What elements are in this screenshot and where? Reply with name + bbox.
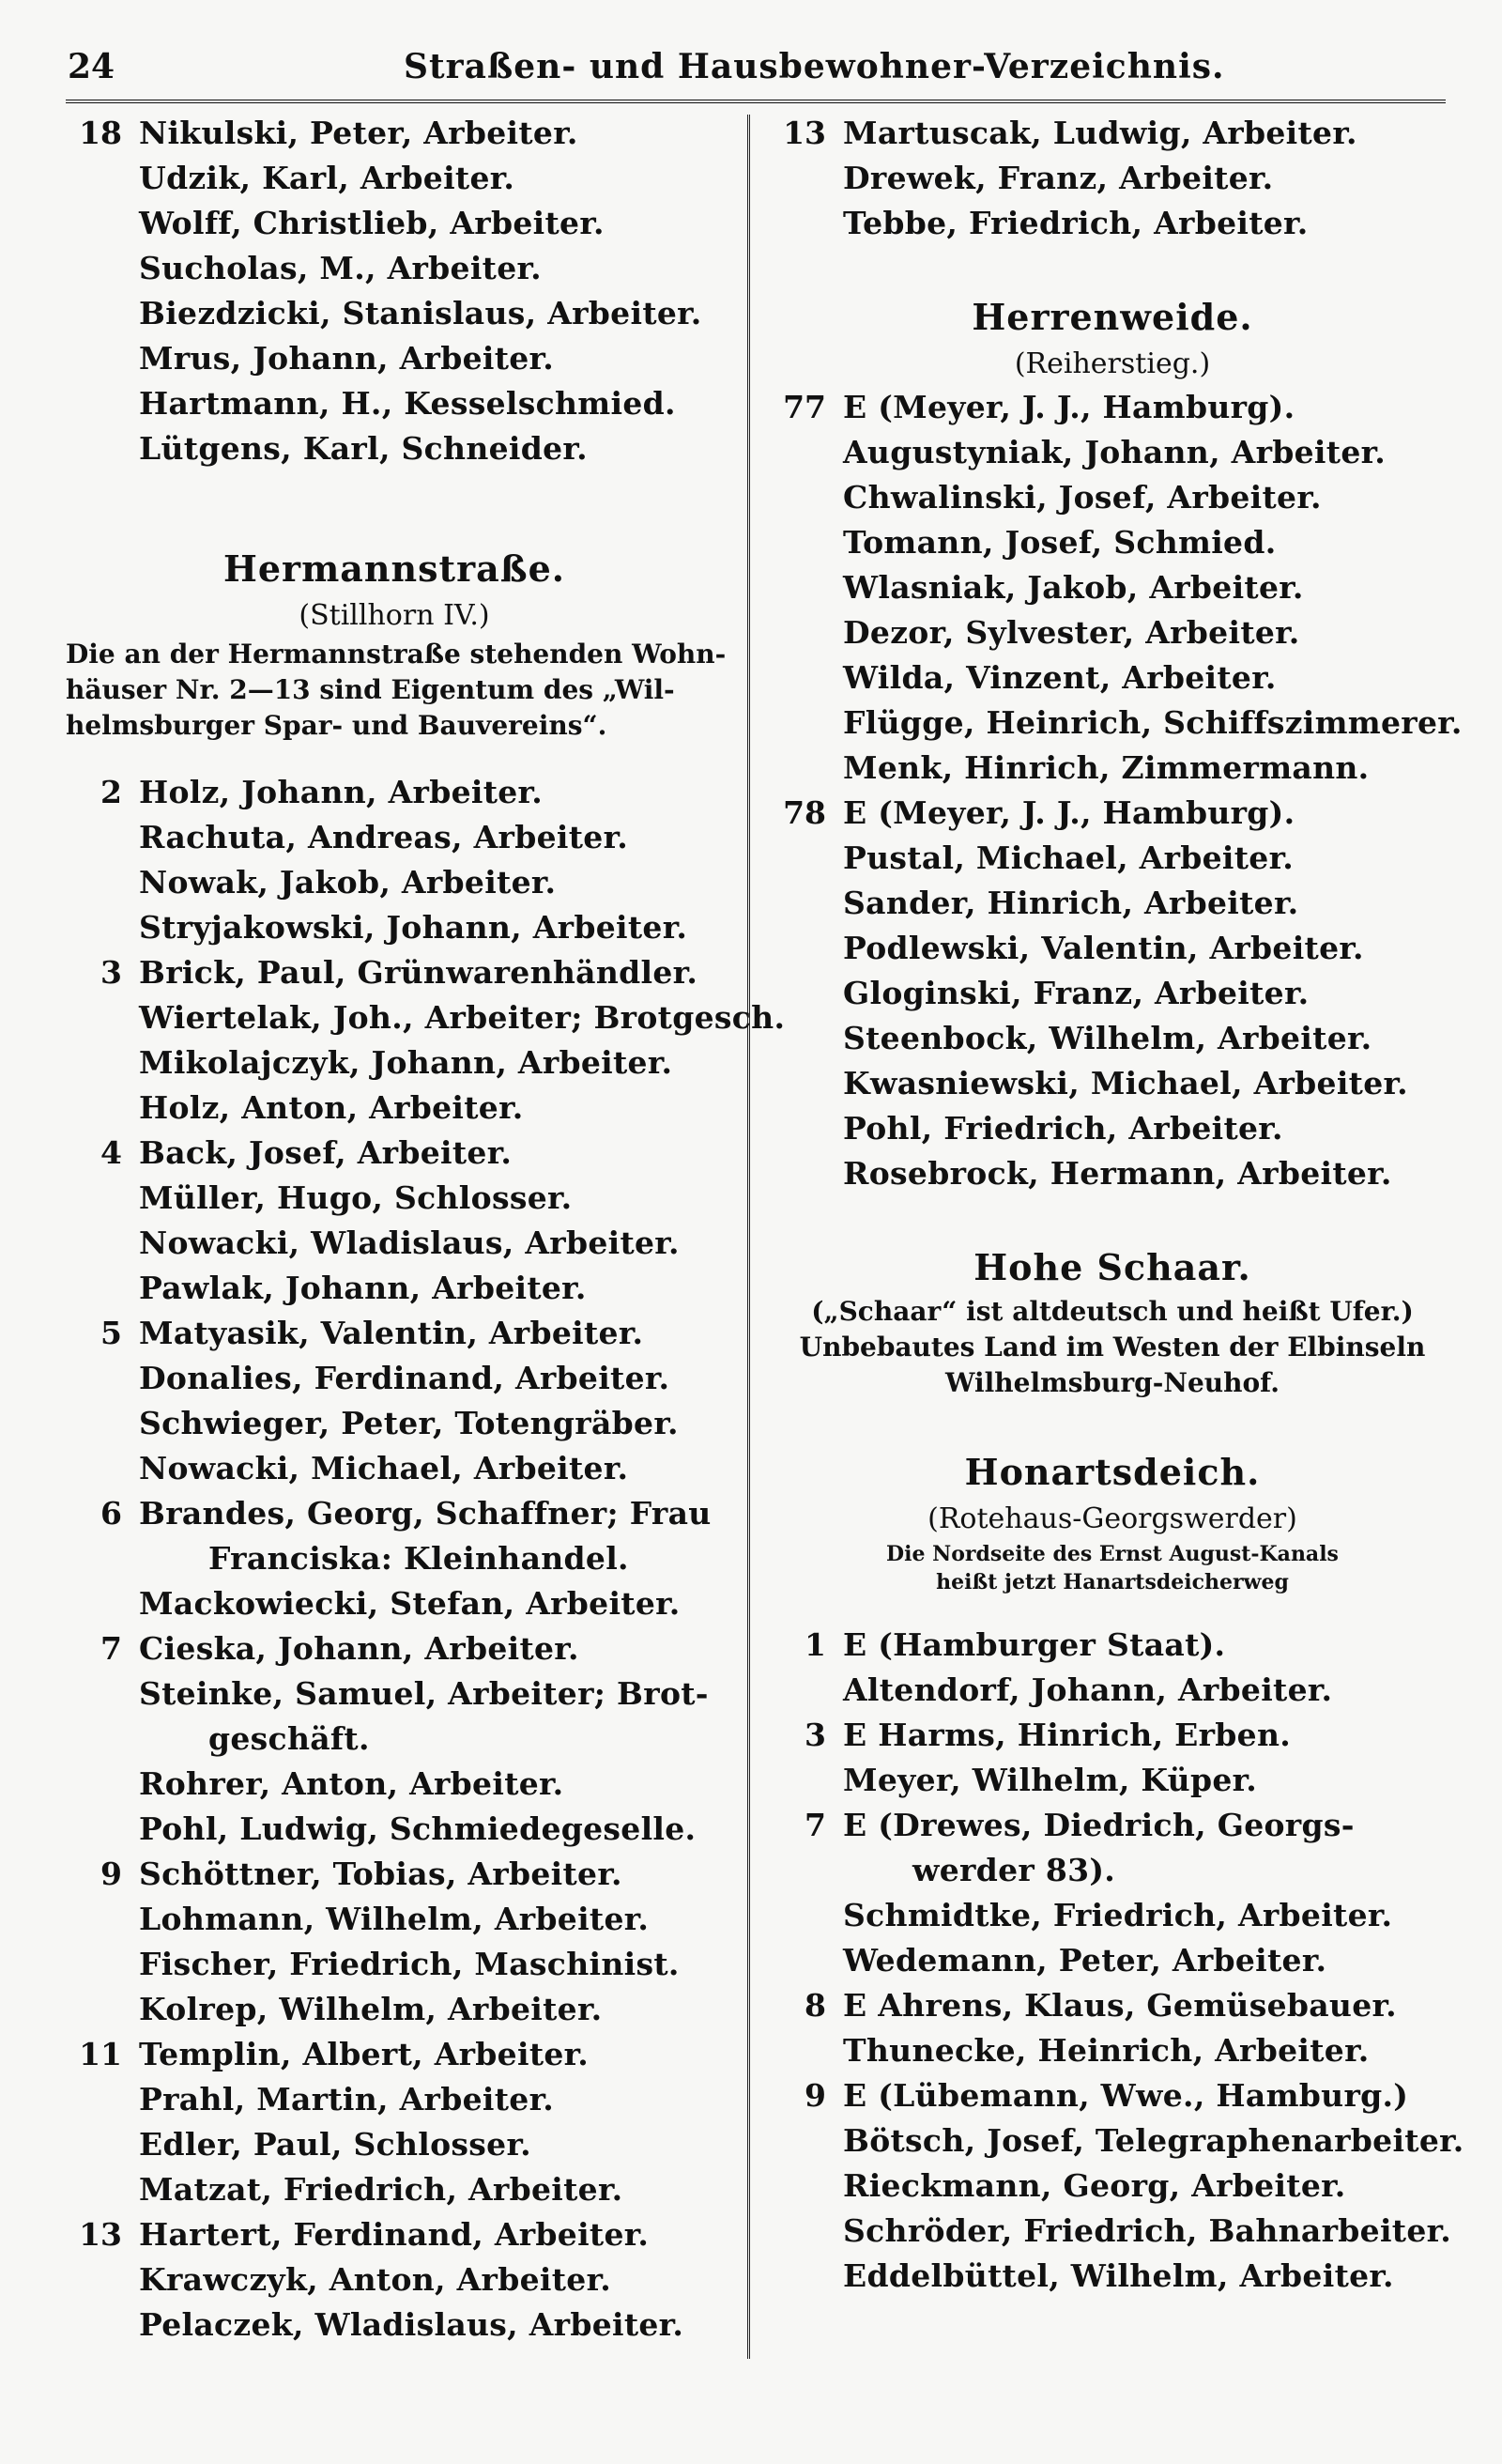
resident-entry: Nowacki, Michael, Arbeiter. bbox=[139, 1450, 629, 1486]
list-item bbox=[770, 430, 1455, 475]
resident-entry: Franciska: Kleinhandel. bbox=[208, 1540, 629, 1577]
section-subtitle: (Reiherstieg.) bbox=[1014, 347, 1211, 380]
resident-entry: Tebbe, Friedrich, Arbeiter. bbox=[843, 205, 1309, 241]
list-item bbox=[66, 1942, 723, 1987]
list-item bbox=[770, 1623, 1455, 1668]
resident-entry: Kwasniewski, Michael, Arbeiter. bbox=[843, 1065, 1408, 1101]
house-number: 5 bbox=[100, 1315, 122, 1351]
list-item bbox=[66, 1401, 723, 1446]
house-number: 77 bbox=[783, 389, 826, 425]
list-item bbox=[66, 1176, 723, 1221]
note-line: Die an der Hermannstraße stehenden Wohn- bbox=[66, 639, 727, 670]
house-number: 7 bbox=[805, 1807, 826, 1843]
list-item bbox=[66, 2122, 723, 2167]
resident-entry: E (Lübemann, Wwe., Hamburg.) bbox=[843, 2077, 1409, 2114]
resident-entry: Wilda, Vinzent, Arbeiter. bbox=[843, 659, 1277, 696]
resident-entry: Martuscak, Ludwig, Arbeiter. bbox=[843, 115, 1357, 151]
resident-entry: Krawczyk, Anton, Arbeiter. bbox=[139, 2261, 612, 2298]
entry-list bbox=[66, 770, 786, 2348]
list-item bbox=[770, 520, 1455, 565]
resident-entry: E (Hamburger Staat). bbox=[843, 1626, 1226, 1663]
list-item bbox=[66, 815, 723, 860]
resident-entry: Gloginski, Franz, Arbeiter. bbox=[843, 975, 1310, 1011]
resident-entry: Chwalinski, Josef, Arbeiter. bbox=[843, 479, 1322, 516]
resident-entry: Nowak, Jakob, Arbeiter. bbox=[139, 864, 557, 901]
resident-entry: Augustyniak, Johann, Arbeiter. bbox=[843, 434, 1387, 470]
resident-entry: Templin, Albert, Arbeiter. bbox=[139, 2036, 590, 2072]
list-item bbox=[66, 1086, 723, 1131]
page-number: 24 bbox=[68, 47, 115, 86]
left-column bbox=[66, 111, 786, 2348]
house-number: 3 bbox=[805, 1717, 826, 1753]
list-item bbox=[66, 1266, 723, 1311]
resident-entry: Hartmann, H., Kesselschmied. bbox=[139, 385, 676, 422]
list-item bbox=[770, 1151, 1455, 1196]
house-number: 8 bbox=[805, 1987, 826, 2024]
resident-entry: E (Meyer, J. J., Hamburg). bbox=[843, 794, 1295, 831]
house-number: 18 bbox=[79, 115, 122, 151]
resident-entry: Pohl, Ludwig, Schmiedegeselle. bbox=[139, 1810, 697, 1847]
resident-entry: Matyasik, Valentin, Arbeiter. bbox=[139, 1315, 644, 1351]
resident-entry: Cieska, Johann, Arbeiter. bbox=[139, 1630, 579, 1667]
list-item bbox=[770, 1668, 1455, 1713]
resident-entry: Schröder, Friedrich, Bahnarbeiter. bbox=[843, 2212, 1452, 2249]
resident-entry: Schöttner, Tobias, Arbeiter. bbox=[139, 1856, 622, 1892]
resident-entry: Brick, Paul, Grünwarenhändler. bbox=[139, 954, 698, 991]
note-line: Die Nordseite des Ernst August-Kanals bbox=[886, 1542, 1339, 1566]
list-item bbox=[770, 1938, 1455, 1983]
resident-entry: Nikulski, Peter, Arbeiter. bbox=[139, 115, 578, 151]
resident-entry: Thunecke, Heinrich, Arbeiter. bbox=[843, 2032, 1370, 2069]
resident-entry: Pohl, Friedrich, Arbeiter. bbox=[843, 1110, 1283, 1147]
list-item bbox=[770, 836, 1455, 881]
list-item bbox=[770, 2118, 1464, 2164]
list-item bbox=[66, 1807, 723, 1852]
note-line: Wilhelmsburg-Neuhof. bbox=[945, 1367, 1280, 1398]
resident-entry: Brandes, Georg, Schaffner; Frau bbox=[139, 1495, 712, 1532]
resident-entry: Donalies, Ferdinand, Arbeiter. bbox=[139, 1360, 670, 1396]
resident-entry: Matzat, Friedrich, Arbeiter. bbox=[139, 2171, 623, 2208]
list-item bbox=[66, 1536, 723, 1581]
list-item bbox=[66, 2302, 723, 2348]
list-item bbox=[66, 426, 723, 471]
list-item bbox=[770, 2164, 1455, 2209]
list-item bbox=[770, 201, 1455, 246]
list-item bbox=[66, 1717, 723, 1762]
list-item bbox=[66, 995, 786, 1040]
list-item bbox=[770, 1983, 1455, 2028]
note-line: („Schaar“ ist altdeutsch und heißt Ufer.) bbox=[811, 1296, 1414, 1327]
resident-entry: Eddelbüttel, Wilhelm, Arbeiter. bbox=[843, 2257, 1394, 2294]
list-item bbox=[66, 1671, 723, 1717]
list-item bbox=[66, 2212, 723, 2257]
note-line: helmsburger Spar- und Bauvereins“. bbox=[66, 710, 607, 741]
resident-entry: Meyer, Wilhelm, Küper. bbox=[843, 1762, 1258, 1798]
resident-entry: Holz, Johann, Arbeiter. bbox=[139, 774, 543, 810]
section-title: Honartsdeich. bbox=[964, 1451, 1261, 1493]
resident-entry: Pustal, Michael, Arbeiter. bbox=[843, 839, 1295, 876]
house-number: 13 bbox=[783, 115, 826, 151]
list-item bbox=[66, 336, 723, 381]
resident-entry: Mrus, Johann, Arbeiter. bbox=[139, 340, 555, 377]
entry-list bbox=[770, 1623, 1464, 2299]
resident-entry: Wedemann, Peter, Arbeiter. bbox=[843, 1942, 1327, 1979]
resident-entry: Kolrep, Wilhelm, Arbeiter. bbox=[139, 1991, 603, 2027]
entry-list bbox=[770, 385, 1463, 1196]
list-item bbox=[66, 2032, 723, 2077]
page-header bbox=[66, 41, 1446, 103]
list-item bbox=[66, 1446, 723, 1491]
section-subtitle: (Stillhorn IV.) bbox=[299, 599, 490, 632]
list-item bbox=[770, 156, 1455, 201]
house-number: 9 bbox=[100, 1856, 122, 1892]
list-item bbox=[66, 246, 723, 291]
resident-entry: Mackowiecki, Stefan, Arbeiter. bbox=[139, 1585, 681, 1622]
resident-entry: Back, Josef, Arbeiter. bbox=[139, 1134, 513, 1171]
list-item bbox=[66, 1852, 723, 1897]
list-item bbox=[770, 1061, 1455, 1106]
list-item bbox=[770, 926, 1455, 971]
list-item bbox=[770, 2254, 1455, 2299]
resident-entry: E Ahrens, Klaus, Gemüsebauer. bbox=[843, 1987, 1397, 2024]
resident-entry: Wlasniak, Jakob, Arbeiter. bbox=[843, 569, 1304, 606]
section-title: Hohe Schaar. bbox=[973, 1246, 1251, 1288]
list-item bbox=[66, 1131, 723, 1176]
resident-entry: Udzik, Karl, Arbeiter. bbox=[139, 160, 515, 196]
resident-entry: Lohmann, Wilhelm, Arbeiter. bbox=[139, 1901, 650, 1937]
resident-entry: Drewek, Franz, Arbeiter. bbox=[843, 160, 1274, 196]
list-item bbox=[770, 746, 1455, 791]
resident-entry: Flügge, Heinrich, Schiffszimmerer. bbox=[843, 704, 1463, 741]
section-subtitle: (Rotehaus-Georgswerder) bbox=[927, 1502, 1297, 1535]
list-item bbox=[770, 655, 1455, 701]
resident-entry: Lütgens, Karl, Schneider. bbox=[139, 430, 588, 467]
list-item bbox=[66, 1356, 723, 1401]
list-item bbox=[770, 610, 1455, 655]
house-number: 9 bbox=[805, 2077, 826, 2114]
resident-entry: werder 83). bbox=[912, 1852, 1116, 1888]
list-item bbox=[66, 156, 723, 201]
list-item bbox=[770, 1803, 1455, 1848]
house-number: 2 bbox=[100, 774, 122, 810]
list-item bbox=[770, 475, 1455, 520]
resident-entry: Menk, Hinrich, Zimmermann. bbox=[843, 749, 1370, 786]
resident-entry: Pelaczek, Wladislaus, Arbeiter. bbox=[139, 2306, 684, 2343]
list-item bbox=[66, 1897, 723, 1942]
resident-entry: Rosebrock, Hermann, Arbeiter. bbox=[843, 1155, 1392, 1192]
list-item bbox=[66, 1040, 723, 1086]
house-number: 78 bbox=[783, 794, 826, 831]
list-item bbox=[66, 1987, 723, 2032]
resident-entry: Nowacki, Wladislaus, Arbeiter. bbox=[139, 1224, 680, 1261]
list-item bbox=[770, 881, 1455, 926]
list-item bbox=[770, 111, 1455, 156]
list-item bbox=[66, 905, 723, 950]
list-item bbox=[770, 1758, 1455, 1803]
list-item bbox=[770, 971, 1455, 1016]
note-line: heißt jetzt Hanartsdeicherweg bbox=[936, 1570, 1289, 1594]
resident-entry: Tomann, Josef, Schmied. bbox=[843, 524, 1277, 561]
resident-entry: Müller, Hugo, Schlosser. bbox=[139, 1179, 573, 1216]
list-item bbox=[66, 111, 723, 156]
list-item bbox=[770, 565, 1455, 610]
resident-entry: Sucholas, M., Arbeiter. bbox=[139, 250, 542, 286]
list-item bbox=[66, 2167, 723, 2212]
resident-entry: Fischer, Friedrich, Maschinist. bbox=[139, 1946, 680, 1982]
resident-entry: Bötsch, Josef, Telegraphenarbeiter. bbox=[843, 2122, 1464, 2159]
section-title: Herrenweide. bbox=[972, 296, 1253, 338]
list-item bbox=[770, 1848, 1455, 1893]
list-item bbox=[66, 1762, 723, 1807]
resident-entry: Sander, Hinrich, Arbeiter. bbox=[843, 885, 1299, 921]
list-item bbox=[66, 201, 723, 246]
resident-entry: Schwieger, Peter, Totengräber. bbox=[139, 1405, 679, 1441]
resident-entry: Wiertelak, Joh., Arbeiter; Brotgesch. bbox=[139, 999, 786, 1036]
list-item bbox=[66, 770, 723, 815]
list-item bbox=[770, 2073, 1455, 2118]
resident-entry: E (Drewes, Diedrich, Georgs- bbox=[843, 1807, 1355, 1843]
section-note bbox=[770, 1294, 1455, 1401]
list-item bbox=[770, 1893, 1455, 1938]
list-item bbox=[770, 701, 1463, 746]
resident-entry: Dezor, Sylvester, Arbeiter. bbox=[843, 614, 1300, 651]
list-item bbox=[66, 1311, 723, 1356]
house-number: 13 bbox=[79, 2216, 122, 2253]
house-number: 11 bbox=[79, 2036, 122, 2072]
resident-entry: Steenbock, Wilhelm, Arbeiter. bbox=[843, 1020, 1372, 1056]
resident-entry: E (Meyer, J. J., Hamburg). bbox=[843, 389, 1295, 425]
resident-entry: Pawlak, Johann, Arbeiter. bbox=[139, 1270, 587, 1306]
list-item bbox=[66, 2257, 723, 2302]
list-item bbox=[66, 1221, 723, 1266]
section-title: Hermannstraße. bbox=[222, 547, 566, 590]
resident-entry: E Harms, Hinrich, Erben. bbox=[843, 1717, 1292, 1753]
resident-entry: Rachuta, Andreas, Arbeiter. bbox=[139, 819, 629, 855]
list-item bbox=[770, 1713, 1455, 1758]
column-divider bbox=[747, 115, 750, 2359]
list-item bbox=[66, 291, 723, 336]
list-item bbox=[66, 950, 723, 995]
resident-entry: Steinke, Samuel, Arbeiter; Brot- bbox=[139, 1675, 709, 1712]
resident-entry: Rohrer, Anton, Arbeiter. bbox=[139, 1765, 564, 1802]
resident-entry: Rieckmann, Georg, Arbeiter. bbox=[843, 2167, 1346, 2204]
house-number: 7 bbox=[100, 1630, 122, 1667]
list-item bbox=[770, 1016, 1455, 1061]
list-item bbox=[66, 1581, 723, 1626]
resident-entry: Altendorf, Johann, Arbeiter. bbox=[843, 1671, 1333, 1708]
list-item bbox=[770, 2209, 1455, 2254]
list-item bbox=[770, 2028, 1455, 2073]
resident-entry: Edler, Paul, Schlosser. bbox=[139, 2126, 531, 2163]
note-line: häuser Nr. 2—13 sind Eigentum des „Wil- bbox=[66, 674, 675, 705]
entry-list bbox=[770, 111, 1455, 246]
resident-entry: Wolff, Christlieb, Arbeiter. bbox=[139, 205, 605, 241]
resident-entry: Schmidtke, Friedrich, Arbeiter. bbox=[843, 1897, 1393, 1933]
house-number: 1 bbox=[805, 1626, 826, 1663]
list-item bbox=[770, 791, 1455, 836]
note-line: Unbebautes Land im Westen der Elbinseln bbox=[799, 1332, 1426, 1363]
resident-entry: Holz, Anton, Arbeiter. bbox=[139, 1089, 524, 1126]
running-title: Straßen- und Hausbewohner-Verzeichnis. bbox=[404, 47, 1225, 86]
resident-entry: Biezdzicki, Stanislaus, Arbeiter. bbox=[139, 295, 702, 331]
resident-entry: Hartert, Ferdinand, Arbeiter. bbox=[139, 2216, 650, 2253]
list-item bbox=[66, 1491, 723, 1536]
list-item bbox=[770, 385, 1455, 430]
resident-entry: geschäft. bbox=[208, 1720, 370, 1757]
resident-entry: Stryjakowski, Johann, Arbeiter. bbox=[139, 909, 688, 946]
list-item bbox=[66, 381, 723, 426]
list-item bbox=[770, 1106, 1455, 1151]
house-number: 4 bbox=[100, 1134, 122, 1171]
entry-list bbox=[66, 111, 723, 471]
resident-entry: Podlewski, Valentin, Arbeiter. bbox=[843, 930, 1364, 966]
right-column bbox=[770, 111, 1464, 2299]
resident-entry: Mikolajczyk, Johann, Arbeiter. bbox=[139, 1044, 673, 1081]
house-number: 3 bbox=[100, 954, 122, 991]
list-item bbox=[66, 1626, 723, 1671]
list-item bbox=[66, 2077, 723, 2122]
list-item bbox=[66, 860, 723, 905]
resident-entry: Prahl, Martin, Arbeiter. bbox=[139, 2081, 555, 2118]
section-note bbox=[66, 637, 727, 744]
house-number: 6 bbox=[100, 1495, 122, 1532]
